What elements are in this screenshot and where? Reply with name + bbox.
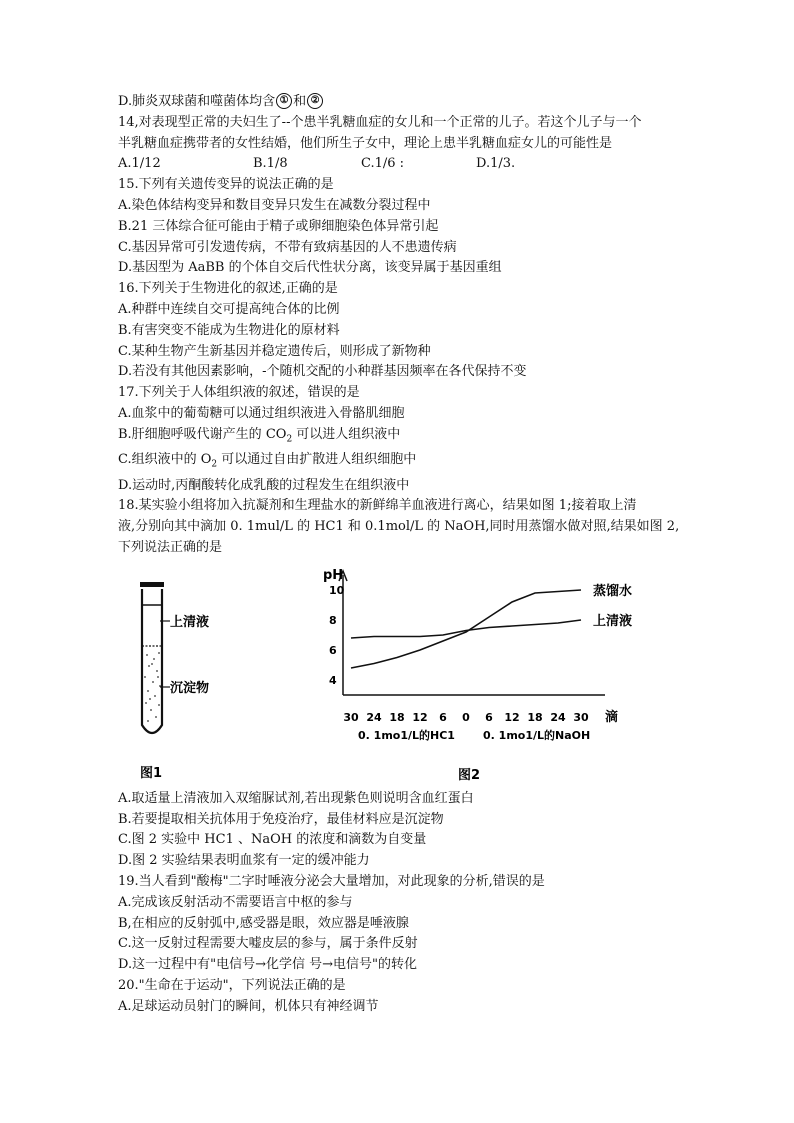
figure-1-test-tube (118, 565, 258, 785)
q20-option-a: A.足球运动员射门的瞬间，机体只有神经调节 (118, 998, 379, 1014)
x-left-label: 0. 1mo1/L的HC1 (358, 728, 455, 742)
q17-stem: 17.下列关于人体组织液的叙述，错误的是 (118, 385, 360, 401)
x-tick-label: 12 (504, 710, 520, 724)
q18-option-a: A.取适量上清液加入双缩脲试剂,若出现紫色则说明含血红蛋白 (118, 790, 474, 806)
exam-page (118, 92, 678, 1017)
x-tick-label: 6 (485, 710, 493, 724)
q17-c-text: C.组织液中的 O (118, 452, 212, 468)
q14-option-b: B.1/8 (253, 156, 288, 172)
series-label-supernatant: 上清液 (593, 613, 633, 629)
x-tick-label: 12 (412, 710, 428, 724)
q13-option-d (118, 92, 678, 113)
series-line-distilled-water (351, 590, 581, 668)
series-label-distilled-water: 蒸馏水 (593, 583, 633, 599)
x-right-label: 0. 1mo1/L的NaOH (483, 728, 591, 742)
q14-stem-1: 14,对表现型正常的夫妇生了--个患半乳糖血症的女儿和一个正常的儿子。若这个儿子与一个 (118, 114, 642, 130)
q18-stem-1: 18.某实验小组将加入抗凝剂和生理盐水的新鲜绵羊血液进行离心，结果如图 1;接着取上清 (118, 498, 637, 514)
q19-option-b: B,在相应的反射弧中,感受器是眼，效应器是唾液腺 (118, 915, 409, 931)
circled-two: ② (307, 93, 323, 109)
x-tick-label: 30 (573, 710, 589, 724)
x-tick-label: 18 (389, 710, 405, 724)
x-tick-label: 24 (366, 710, 382, 724)
q17-option-d: D.运动时,丙酮酸转化成乳酸的过程发生在组织液中 (118, 477, 410, 493)
tube-cap (140, 582, 164, 587)
q17-option-c (118, 450, 678, 475)
x-tick-label: 18 (527, 710, 543, 724)
x-ticks (343, 711, 589, 724)
x-tick-label: 6 (439, 710, 447, 724)
figure-2-caption: 图2 (458, 767, 481, 783)
q18-stem-3: 下列说法正确的是 (118, 539, 223, 555)
q17-option-a: A.血浆中的葡萄糖可以通过组织液进入骨骼肌细胞 (118, 405, 405, 421)
q14-option-c: C.1/6 : (361, 156, 405, 172)
q15-option-b: B.21 三体综合征可能由于精子或卵细胞染色体异常引起 (118, 218, 439, 234)
q18-option-d: D.图 2 实验结果表明血浆有一定的缓冲能力 (118, 853, 370, 869)
q16-option-c: C.某种生物产生新基因并稳定遗传后，则形成了新物种 (118, 343, 431, 359)
q17-b-text: B.肝细胞呼吸代谢产生的 CO (118, 426, 287, 442)
q14-option-a: A.1/12 (118, 156, 161, 172)
chart-series (351, 583, 632, 668)
q18-option-b: B.若要提取相关抗体用于免疫治疗，最佳材料应是沉淀物 (118, 811, 444, 827)
series-line-supernatant (351, 620, 581, 638)
y-tick-label: 4 (329, 673, 337, 687)
q19-option-a: A.完成该反射活动不需要语言中枢的参与 (118, 894, 353, 910)
figure-2-chart (313, 565, 693, 785)
q17-b-text-end: 可以进人组织液中 (292, 426, 401, 442)
q18-option-c: C.图 2 实验中 HC1 、NaOH 的浓度和滴数为自变量 (118, 832, 427, 848)
y-tick-label: 10 (329, 583, 345, 597)
x-tick-label: 30 (343, 710, 359, 724)
q14-option-d: D.1/3. (476, 156, 516, 172)
label-sediment: 沉淀物 (170, 680, 210, 696)
y-axis-label: pH (323, 567, 344, 583)
q20-stem: 20."生命在于运动"，下列说法正确的是 (118, 977, 346, 993)
q14-options (118, 154, 678, 175)
sediment-dots (144, 652, 161, 722)
x-tick-label: 24 (550, 710, 566, 724)
q16-stem: 16.下列关于生物进化的叙述,正确的是 (118, 281, 338, 297)
q19-stem: 19.当人看到"酸梅"二字时唾液分泌会大量增加，对此现象的分析,错误的是 (118, 873, 545, 889)
y-tick-label: 8 (329, 613, 337, 627)
q16-option-d: D.若没有其他因素影响，-个随机交配的小种群基因频率在各代保持不变 (118, 364, 527, 380)
tube-body (142, 589, 162, 733)
x-tick-label: 0 (462, 710, 470, 724)
y-tick-label: 6 (329, 643, 337, 657)
q18-stem-2: 液,分别向其中滴加 0. 1mul/L 的 HC1 和 0.1mol/L 的 NaOH,同时用蒸馏水做对照,结果如图 2, (118, 519, 680, 535)
figure-1-caption: 图1 (140, 765, 163, 781)
label-supernatant: 上清液 (170, 614, 210, 630)
q19-option-c: C.这一反射过程需要大嘘皮层的参与，属于条件反射 (118, 936, 418, 952)
q19-option-d: D.这一过程中有"电信号→化学信 号→电信号"的转化 (118, 957, 417, 973)
q18-figures (118, 565, 678, 785)
q17-c-subscript: 2 (211, 459, 218, 470)
q13-d-text: D.肺炎双球菌和噬菌体均含 (118, 94, 276, 109)
x-axis-label: 滴 (605, 709, 619, 725)
q13-d-and: 和 (293, 94, 307, 109)
q17-c-text-end: 可以通过自由扩散进人组织细胞中 (217, 452, 417, 468)
q16-option-a: A.种群中连续自交可提高纯合体的比例 (118, 301, 340, 317)
circled-one: ① (276, 93, 292, 109)
q15-stem: 15.下列有关遗传变异的说法正确的是 (118, 177, 334, 193)
q15-option-d: D.基因型为 AaBB 的个体自交后代性状分离，该变异属于基因重组 (118, 260, 502, 276)
q14-stem-2: 半乳糖血症携带者的女性结婚，他们所生子女中，理论上患半乳糖血症女儿的可能性是 (118, 135, 613, 151)
q15-option-a: A.染色体结构变异和数目变异只发生在减数分裂过程中 (118, 197, 431, 213)
q16-option-b: B.有害突变不能成为生物进化的原材料 (118, 322, 340, 338)
q17-option-b (118, 425, 678, 450)
q17-b-subscript: 2 (286, 434, 293, 445)
q15-option-c: C.基因异常可引发遗传病，不带有致病基因的人不患遗传病 (118, 239, 457, 255)
